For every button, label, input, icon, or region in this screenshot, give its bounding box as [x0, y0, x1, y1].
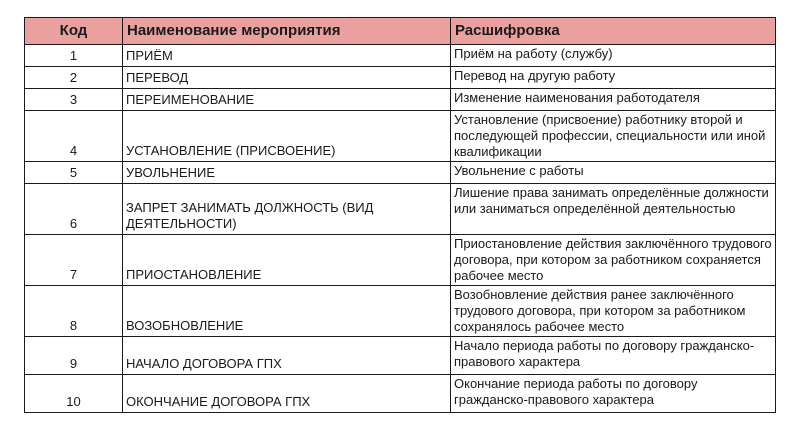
row-name: ПРИОСТАНОВЛЕНИЕ [123, 235, 451, 286]
row-code: 3 [25, 89, 123, 111]
table-row [25, 286, 776, 337]
header-name: Наименование мероприятия [123, 18, 451, 45]
table-row [25, 162, 776, 184]
row-code: 6 [25, 184, 123, 235]
row-name: НАЧАЛО ДОГОВОРА ГПХ [123, 337, 451, 375]
table-row [25, 184, 776, 235]
row-code: 7 [25, 235, 123, 286]
row-desc: Начало периода работы по договору гражданско-правового характера [451, 337, 776, 375]
row-code: 4 [25, 111, 123, 162]
row-code: 2 [25, 67, 123, 89]
row-desc: Приём на работу (службу) [451, 45, 776, 67]
row-code: 9 [25, 337, 123, 375]
table-row [25, 89, 776, 111]
table-row [25, 337, 776, 375]
table-header-row [25, 18, 776, 45]
row-name: ПЕРЕИМЕНОВАНИЕ [123, 89, 451, 111]
table-row [25, 375, 776, 413]
row-desc: Лишение права занимать определённые должности или заниматься определённой деятельностью [451, 184, 776, 235]
table-row [25, 111, 776, 162]
row-desc: Приостановление действия заключённого трудового договора, при котором за работником сохраняется рабочее место [451, 235, 776, 286]
header-desc: Расшифровка [451, 18, 776, 45]
row-desc: Увольнение с работы [451, 162, 776, 184]
row-code: 1 [25, 45, 123, 67]
events-table [24, 17, 776, 413]
row-name: ПЕРЕВОД [123, 67, 451, 89]
row-code: 10 [25, 375, 123, 413]
row-name: ЗАПРЕТ ЗАНИМАТЬ ДОЛЖНОСТЬ (ВИД ДЕЯТЕЛЬНОСТИ) [123, 184, 451, 235]
row-name: ВОЗОБНОВЛЕНИЕ [123, 286, 451, 337]
row-code: 5 [25, 162, 123, 184]
row-code: 8 [25, 286, 123, 337]
row-desc: Возобновление действия ранее заключённого трудового договора, при котором за работником сохранялось рабочее место [451, 286, 776, 337]
table-row [25, 45, 776, 67]
events-table-container [24, 17, 776, 413]
row-desc: Изменение наименования работодателя [451, 89, 776, 111]
row-desc: Установление (присвоение) работнику второй и последующей профессии, специальности или иной квалификации [451, 111, 776, 162]
row-name: ОКОНЧАНИЕ ДОГОВОРА ГПХ [123, 375, 451, 413]
header-code: Код [25, 18, 123, 45]
row-name: ПРИЁМ [123, 45, 451, 67]
row-desc: Перевод на другую работу [451, 67, 776, 89]
table-row [25, 67, 776, 89]
row-name: УСТАНОВЛЕНИЕ (ПРИСВОЕНИЕ) [123, 111, 451, 162]
table-row [25, 235, 776, 286]
row-name: УВОЛЬНЕНИЕ [123, 162, 451, 184]
row-desc: Окончание периода работы по договору гражданско-правового характера [451, 375, 776, 413]
